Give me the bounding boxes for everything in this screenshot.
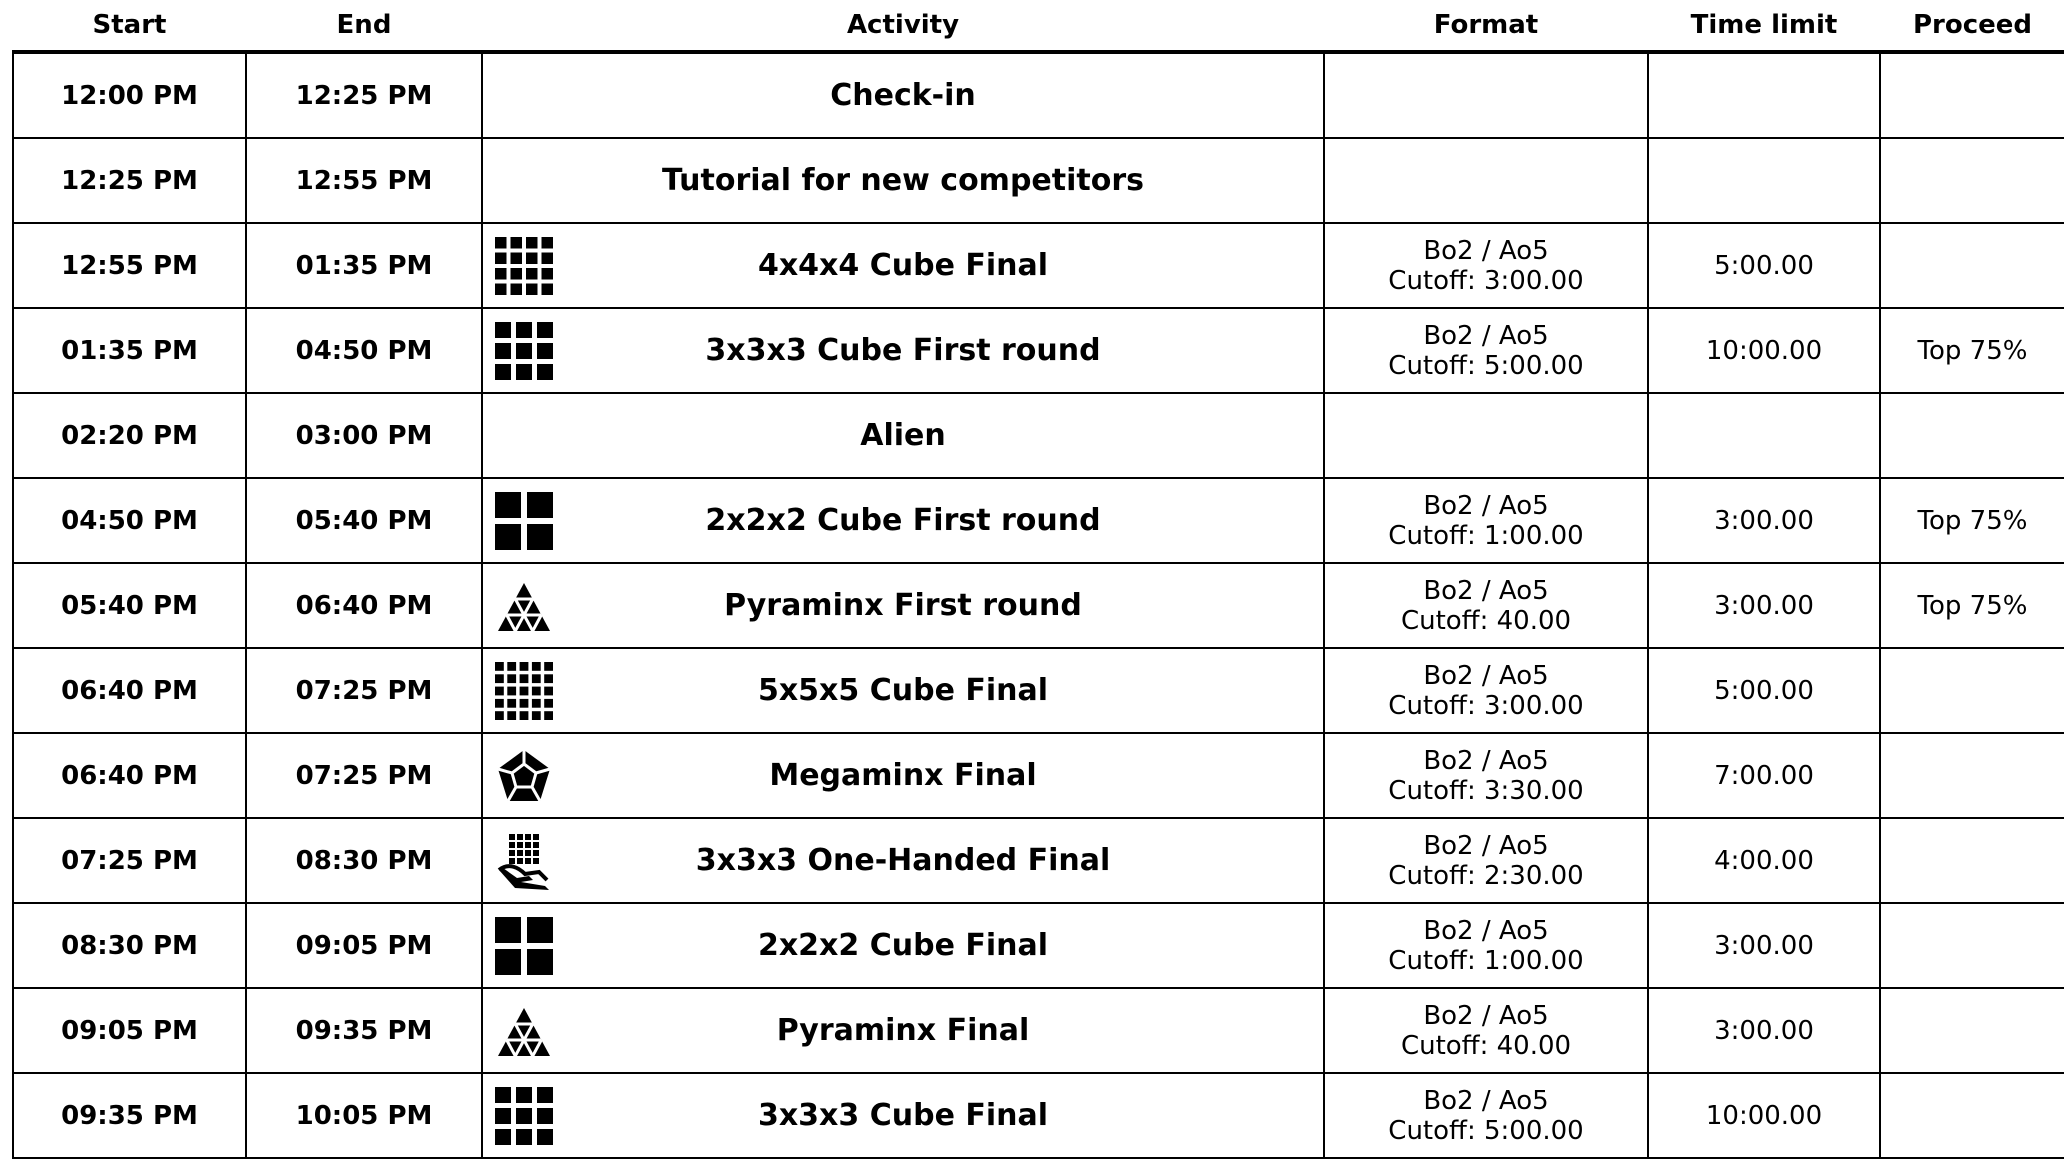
table-row [13, 478, 2064, 563]
format-type: Bo2 / Ao5 [1423, 490, 1549, 521]
format-cutoff: Cutoff: 1:00.00 [1388, 520, 1584, 551]
activity-name: 3x3x3 Cube Final [757, 1098, 1049, 1133]
header-proceed: Proceed [1880, 0, 2064, 52]
start-time: 08:30 PM [13, 903, 246, 988]
format-type: Bo2 / Ao5 [1423, 575, 1549, 606]
end-time: 04:50 PM [246, 308, 482, 393]
header-end: End [246, 0, 482, 52]
table-row [13, 52, 2064, 138]
cube-2x2-icon [495, 492, 553, 550]
activity-name: Check-in [830, 78, 976, 113]
pyraminx-icon [495, 1002, 553, 1060]
start-time: 12:55 PM [13, 223, 246, 308]
proceed: Top 75% [1880, 478, 2064, 563]
activity-cell [482, 52, 1324, 138]
activity-cell [482, 563, 1324, 648]
megaminx-icon [495, 747, 553, 805]
cube-3x3-icon [495, 1087, 553, 1145]
table-row [13, 733, 2064, 818]
activity-cell [482, 648, 1324, 733]
format-type: Bo2 / Ao5 [1423, 320, 1549, 351]
format-type: Bo2 / Ao5 [1423, 660, 1549, 691]
start-time: 12:25 PM [13, 138, 246, 223]
format-cell [1324, 1073, 1648, 1158]
format-type: Bo2 / Ao5 [1423, 830, 1549, 861]
format-cell [1324, 563, 1648, 648]
activity-name: Alien [860, 418, 946, 453]
activity-cell [482, 308, 1324, 393]
activity-name: 2x2x2 Cube First round [705, 503, 1101, 538]
activity-cell [482, 1073, 1324, 1158]
format-type: Bo2 / Ao5 [1423, 915, 1549, 946]
activity-cell [482, 478, 1324, 563]
table-row [13, 393, 2064, 478]
format-cutoff: Cutoff: 40.00 [1400, 1030, 1572, 1061]
format-type: Bo2 / Ao5 [1423, 1000, 1549, 1031]
end-time: 03:00 PM [246, 393, 482, 478]
format-cutoff: Cutoff: 2:30.00 [1388, 860, 1584, 891]
activity-name: 4x4x4 Cube Final [757, 248, 1049, 283]
format-cutoff: Cutoff: 3:00.00 [1388, 265, 1584, 296]
end-time: 12:25 PM [246, 52, 482, 138]
time-limit [1648, 393, 1880, 478]
cube-2x2-icon [495, 917, 553, 975]
format-cutoff: Cutoff: 3:00.00 [1388, 690, 1584, 721]
header-format: Format [1324, 0, 1648, 52]
time-limit [1648, 138, 1880, 223]
start-time: 05:40 PM [13, 563, 246, 648]
time-limit: 3:00.00 [1648, 903, 1880, 988]
time-limit: 5:00.00 [1648, 648, 1880, 733]
proceed: Top 75% [1880, 563, 2064, 648]
proceed [1880, 818, 2064, 903]
end-time: 06:40 PM [246, 563, 482, 648]
table-row [13, 1073, 2064, 1158]
proceed [1880, 648, 2064, 733]
format-type: Bo2 / Ao5 [1423, 235, 1549, 266]
activity-name: 2x2x2 Cube Final [757, 928, 1049, 963]
format-cutoff: Cutoff: 5:00.00 [1388, 350, 1584, 381]
activity-name: 3x3x3 One-Handed Final [695, 843, 1111, 878]
activity-name: Tutorial for new competitors [662, 163, 1144, 198]
format-cell [1324, 138, 1648, 223]
header-time-limit: Time limit [1648, 0, 1880, 52]
time-limit: 10:00.00 [1648, 1073, 1880, 1158]
time-limit [1648, 52, 1880, 138]
end-time: 09:35 PM [246, 988, 482, 1073]
proceed [1880, 988, 2064, 1073]
proceed [1880, 223, 2064, 308]
activity-cell [482, 138, 1324, 223]
activity-cell [482, 903, 1324, 988]
format-cell [1324, 648, 1648, 733]
proceed [1880, 138, 2064, 223]
start-time: 04:50 PM [13, 478, 246, 563]
format-cell [1324, 52, 1648, 138]
activity-cell [482, 818, 1324, 903]
table-row [13, 648, 2064, 733]
proceed [1880, 52, 2064, 138]
proceed [1880, 393, 2064, 478]
table-row [13, 308, 2064, 393]
format-cutoff: Cutoff: 3:30.00 [1388, 775, 1584, 806]
activity-name: Pyraminx First round [724, 588, 1082, 623]
end-time: 08:30 PM [246, 818, 482, 903]
time-limit: 5:00.00 [1648, 223, 1880, 308]
format-cell [1324, 818, 1648, 903]
time-limit: 7:00.00 [1648, 733, 1880, 818]
time-limit: 3:00.00 [1648, 478, 1880, 563]
format-cell [1324, 903, 1648, 988]
format-cell [1324, 478, 1648, 563]
start-time: 09:05 PM [13, 988, 246, 1073]
format-cell [1324, 988, 1648, 1073]
activity-cell [482, 988, 1324, 1073]
start-time: 06:40 PM [13, 648, 246, 733]
header-activity: Activity [482, 0, 1324, 52]
activity-cell [482, 393, 1324, 478]
start-time: 01:35 PM [13, 308, 246, 393]
start-time: 12:00 PM [13, 52, 246, 138]
time-limit: 4:00.00 [1648, 818, 1880, 903]
proceed [1880, 903, 2064, 988]
format-cutoff: Cutoff: 5:00.00 [1388, 1115, 1584, 1146]
table-row [13, 818, 2064, 903]
activity-cell [482, 223, 1324, 308]
start-time: 06:40 PM [13, 733, 246, 818]
end-time: 12:55 PM [246, 138, 482, 223]
format-type: Bo2 / Ao5 [1423, 745, 1549, 776]
table-row [13, 563, 2064, 648]
cube-3x3-icon [495, 322, 553, 380]
end-time: 09:05 PM [246, 903, 482, 988]
proceed [1880, 733, 2064, 818]
proceed [1880, 1073, 2064, 1158]
table-header-row [13, 0, 2064, 52]
one-handed-icon [495, 832, 553, 890]
activity-cell [482, 733, 1324, 818]
format-cutoff: Cutoff: 40.00 [1400, 605, 1572, 636]
end-time: 10:05 PM [246, 1073, 482, 1158]
activity-name: Megaminx Final [769, 758, 1037, 793]
header-start: Start [13, 0, 246, 52]
end-time: 07:25 PM [246, 648, 482, 733]
time-limit: 10:00.00 [1648, 308, 1880, 393]
format-cell [1324, 393, 1648, 478]
activity-name: Pyraminx Final [776, 1013, 1030, 1048]
activity-name: 5x5x5 Cube Final [757, 673, 1049, 708]
cube-4x4-icon [495, 237, 553, 295]
time-limit: 3:00.00 [1648, 563, 1880, 648]
table-row [13, 903, 2064, 988]
schedule-table [12, 0, 2064, 1159]
start-time: 07:25 PM [13, 818, 246, 903]
proceed: Top 75% [1880, 308, 2064, 393]
table-row [13, 138, 2064, 223]
table-row [13, 988, 2064, 1073]
end-time: 07:25 PM [246, 733, 482, 818]
start-time: 02:20 PM [13, 393, 246, 478]
end-time: 05:40 PM [246, 478, 482, 563]
format-cell [1324, 733, 1648, 818]
start-time: 09:35 PM [13, 1073, 246, 1158]
format-cell [1324, 308, 1648, 393]
time-limit: 3:00.00 [1648, 988, 1880, 1073]
activity-name: 3x3x3 Cube First round [705, 333, 1101, 368]
table-row [13, 223, 2064, 308]
format-cutoff: Cutoff: 1:00.00 [1388, 945, 1584, 976]
cube-5x5-icon [495, 662, 553, 720]
format-type: Bo2 / Ao5 [1423, 1085, 1549, 1116]
format-cell [1324, 223, 1648, 308]
end-time: 01:35 PM [246, 223, 482, 308]
pyraminx-icon [495, 577, 553, 635]
